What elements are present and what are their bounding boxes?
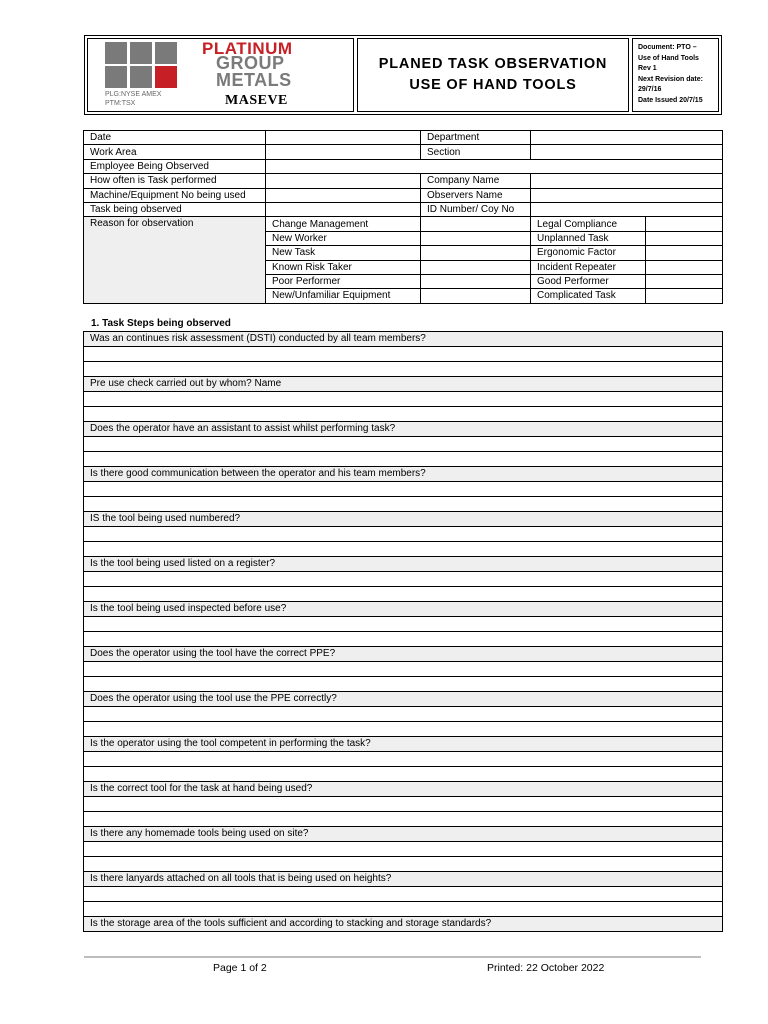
logo-text-metals: METALS <box>216 70 292 90</box>
id-number-label: ID Number/ Coy No <box>421 202 531 216</box>
answer-row[interactable] <box>84 707 722 722</box>
answer-row[interactable] <box>84 842 722 857</box>
reason-option-label: Legal Compliance <box>531 217 646 231</box>
reason-option-label: Poor Performer <box>266 274 421 288</box>
answer-row[interactable] <box>84 572 722 587</box>
reason-checkbox[interactable] <box>421 231 531 245</box>
company-logo <box>87 38 354 112</box>
page-number: Page 1 of 2 <box>213 962 267 974</box>
answer-row[interactable] <box>84 887 722 902</box>
answer-row[interactable] <box>84 542 722 557</box>
question-label: Does the operator using the tool use the PPE correctly? <box>84 692 722 707</box>
reason-checkbox[interactable] <box>646 260 723 274</box>
reason-checkbox[interactable] <box>421 246 531 260</box>
logo-square <box>155 42 177 64</box>
logo-square <box>130 66 152 88</box>
reason-checkbox[interactable] <box>646 231 723 245</box>
printed-date: Printed: 22 October 2022 <box>487 962 605 974</box>
document-info <box>632 38 719 112</box>
answer-row[interactable] <box>84 527 722 542</box>
reason-option-label: New Worker <box>266 231 421 245</box>
task-observed-label: Task being observed <box>84 202 266 216</box>
doc-info-line: Next Revision date: <box>638 75 703 83</box>
logo-square <box>105 42 127 64</box>
how-often-field[interactable] <box>266 174 421 188</box>
reason-checkbox[interactable] <box>646 274 723 288</box>
question-label: Is the operator using the tool competent in performing the task? <box>84 737 722 752</box>
answer-row[interactable] <box>84 452 722 467</box>
answer-row[interactable] <box>84 407 722 422</box>
department-label: Department <box>421 131 531 145</box>
question-label: Is there any homemade tools being used on site? <box>84 827 722 842</box>
question-label: Does the operator using the tool have the correct PPE? <box>84 647 722 662</box>
logo-text-platinum: PLATINUM <box>202 39 293 58</box>
reason-checkbox[interactable] <box>646 246 723 260</box>
answer-row[interactable] <box>84 662 722 677</box>
question-label: IS the tool being used numbered? <box>84 512 722 527</box>
document-title: PLANED TASK OBSERVATION <box>378 56 608 72</box>
reason-checkbox[interactable] <box>421 274 531 288</box>
question-label: Is there lanyards attached on all tools that is being used on heights? <box>84 872 722 887</box>
employee-field[interactable] <box>266 159 723 173</box>
answer-row[interactable] <box>84 482 722 497</box>
question-label: Pre use check carried out by whom? Name <box>84 377 722 392</box>
doc-info-line: 29/7/16 <box>638 86 662 94</box>
answer-row[interactable] <box>84 587 722 602</box>
answer-row[interactable] <box>84 497 722 512</box>
reason-checkbox[interactable] <box>421 289 531 303</box>
question-label: Was an continues risk assessment (DSTI) conducted by all team members? <box>84 332 722 347</box>
logo-square-accent <box>155 66 177 88</box>
site-name: MASEVE <box>225 93 288 108</box>
ticker-amex: PLG:NYSE AMEX <box>105 91 162 98</box>
question-label: Is the correct tool for the task at hand being used? <box>84 782 722 797</box>
id-number-field[interactable] <box>531 202 723 216</box>
answer-row[interactable] <box>84 617 722 632</box>
answer-row[interactable] <box>84 347 722 362</box>
reason-option-label: Known Risk Taker <box>266 260 421 274</box>
answer-row[interactable] <box>84 902 722 917</box>
how-often-label: How often is Task performed <box>84 174 266 188</box>
reason-checkbox[interactable] <box>421 217 531 231</box>
section-title: 1. Task Steps being observed <box>91 318 231 329</box>
company-name-label: Company Name <box>421 174 531 188</box>
work-area-label: Work Area <box>84 145 266 159</box>
answer-row[interactable] <box>84 812 722 827</box>
answer-row[interactable] <box>84 767 722 782</box>
reason-option-label: Unplanned Task <box>531 231 646 245</box>
reason-option-label: New/Unfamiliar Equipment <box>266 289 421 303</box>
employee-label: Employee Being Observed <box>84 159 266 173</box>
question-label: Does the operator have an assistant to assist whilst performing task? <box>84 422 722 437</box>
observers-name-label: Observers Name <box>421 188 531 202</box>
logo-text-group: GROUP <box>216 53 285 73</box>
answer-row[interactable] <box>84 857 722 872</box>
machine-field[interactable] <box>266 188 421 202</box>
logo-square <box>105 66 127 88</box>
answer-row[interactable] <box>84 752 722 767</box>
section-label: Section <box>421 145 531 159</box>
answer-row[interactable] <box>84 722 722 737</box>
reason-label: Reason for observation <box>84 217 266 303</box>
doc-info-line: Date Issued 20/7/15 <box>638 96 703 104</box>
answer-row[interactable] <box>84 437 722 452</box>
doc-info-line: Document: PTO – <box>638 44 697 51</box>
answer-row[interactable] <box>84 677 722 692</box>
title-block <box>357 38 629 112</box>
reason-option-label: Change Management <box>266 217 421 231</box>
date-label: Date <box>84 131 266 145</box>
answer-row[interactable] <box>84 632 722 647</box>
reason-option-label: Incident Repeater <box>531 260 646 274</box>
question-label: Is the tool being used inspected before use? <box>84 602 722 617</box>
reason-option-label: Ergonomic Factor <box>531 246 646 260</box>
question-label: Is the storage area of the tools sufficient and according to stacking and storage standards? <box>84 917 722 932</box>
reason-option-label: New Task <box>266 246 421 260</box>
answer-row[interactable] <box>84 362 722 377</box>
reason-option-label: Good Performer <box>531 274 646 288</box>
observers-name-field[interactable] <box>531 188 723 202</box>
answer-row[interactable] <box>84 392 722 407</box>
question-label: Is the tool being used listed on a register? <box>84 557 722 572</box>
department-field[interactable] <box>531 131 723 145</box>
date-field[interactable] <box>266 131 421 145</box>
task-steps-table <box>83 331 723 932</box>
company-name-field[interactable] <box>531 174 723 188</box>
section-field[interactable] <box>531 145 723 159</box>
work-area-field[interactable] <box>266 145 421 159</box>
task-observed-field[interactable] <box>266 202 421 216</box>
document-header <box>84 35 722 115</box>
logo-square <box>130 42 152 64</box>
machine-label: Machine/Equipment No being used <box>84 188 266 202</box>
ticker-tsx: PTM:TSX <box>105 100 136 107</box>
footer-divider <box>84 956 701 958</box>
reason-checkbox[interactable] <box>646 217 723 231</box>
reason-checkbox[interactable] <box>646 289 723 303</box>
reason-option-label: Complicated Task <box>531 289 646 303</box>
doc-info-line: Rev 1 <box>638 65 657 73</box>
answer-row[interactable] <box>84 797 722 812</box>
observation-info-table <box>83 130 723 304</box>
doc-info-line: Use of Hand Tools <box>638 54 699 62</box>
question-label: Is there good communication between the operator and his team members? <box>84 467 722 482</box>
document-subtitle: USE OF HAND TOOLS <box>409 77 577 93</box>
reason-checkbox[interactable] <box>421 260 531 274</box>
